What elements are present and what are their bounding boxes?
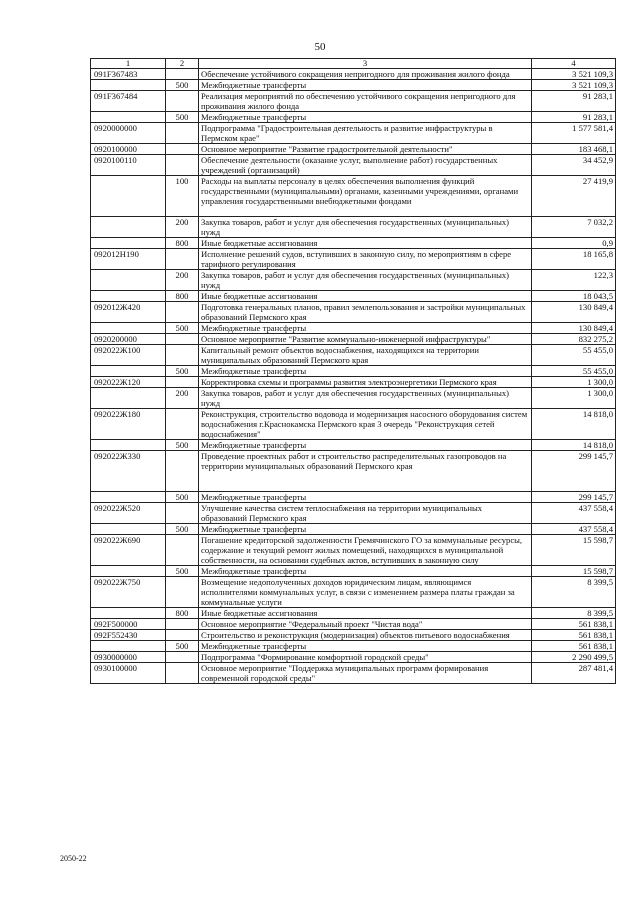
row-amount: 1 300,0 [532,377,616,388]
row-expense-type [166,249,199,270]
row-code: 0930100000 [91,663,166,684]
table-row [91,345,616,366]
row-name: Реконструкция, строительство водовода и модернизация насосного оборудования систем водоснабжения г.Краснокамска Пермского края 3 очередь "Реконструкция сетей водоснабжения" [199,409,532,440]
row-expense-type [166,535,199,566]
row-name: Обеспечение деятельности (оказание услуг, выполнение работ) государственных учреждений (организаций) [199,155,532,176]
table-row [91,249,616,270]
row-name: Расходы на выплаты персоналу в целях обеспечения выполнения функций государственными (муниципальными) органами, казенными учреждениями, органами управления государственными внебюджетными фондами [199,176,532,217]
row-code: 092022Ж330 [91,451,166,492]
row-name: Основное мероприятие "Развитие коммунально-инженерной инфраструктуры" [199,334,532,345]
row-name: Возмещение недополученных доходов юридическим лицам, являющимся исполнителями коммунальных услуг, в связи с изменением размера платы граждан за коммунальные услуги [199,577,532,608]
table-row [91,377,616,388]
row-code [91,440,166,451]
row-code [91,270,166,291]
row-code: 092022Ж100 [91,345,166,366]
row-code: 092012Н190 [91,249,166,270]
row-expense-type: 800 [166,608,199,619]
row-name: Закупка товаров, работ и услуг для обеспечения государственных (муниципальных) нужд [199,217,532,238]
row-amount: 7 032,2 [532,217,616,238]
table-row [91,492,616,503]
row-expense-type: 800 [166,238,199,249]
table-body [91,69,616,684]
row-name: Проведение проектных работ и строительство распределительных газопроводов на территории муниципальных образований Пермского края [199,451,532,492]
row-expense-type: 800 [166,291,199,302]
row-expense-type: 200 [166,270,199,291]
row-code: 091F367484 [91,91,166,112]
row-name: Межбюджетные трансферты [199,566,532,577]
table-row [91,323,616,334]
row-code: 092F552430 [91,630,166,641]
row-amount: 832 275,2 [532,334,616,345]
table-row [91,334,616,345]
row-amount: 130 849,4 [532,323,616,334]
table-row [91,217,616,238]
row-amount: 91 283,1 [532,91,616,112]
row-code: 092012Ж420 [91,302,166,323]
row-name: Межбюджетные трансферты [199,323,532,334]
row-expense-type: 200 [166,388,199,409]
row-expense-type [166,619,199,630]
row-amount: 299 145,7 [532,451,616,492]
row-name: Строительство и реконструкция (модернизация) объектов питьевого водоснабжения [199,630,532,641]
table-row [91,641,616,652]
row-name: Иные бюджетные ассигнования [199,608,532,619]
row-amount: 183 468,1 [532,144,616,155]
row-amount: 561 838,1 [532,630,616,641]
row-code: 092022Ж520 [91,503,166,524]
row-code [91,524,166,535]
row-amount: 437 558,4 [532,524,616,535]
row-amount: 1 300,0 [532,388,616,409]
table-row [91,123,616,144]
row-amount: 15 598,7 [532,566,616,577]
row-expense-type [166,155,199,176]
row-code [91,217,166,238]
table-row [91,270,616,291]
row-code: 092022Ж750 [91,577,166,608]
table-row [91,80,616,91]
row-code: 0920000000 [91,123,166,144]
row-amount: 55 455,0 [532,345,616,366]
row-code [91,176,166,217]
table-row [91,451,616,492]
row-expense-type: 500 [166,641,199,652]
row-name: Улучшение качества систем теплоснабжения на территории муниципальных образований Пермского края [199,503,532,524]
row-code [91,238,166,249]
row-name: Основное мероприятие "Развитие градостроительной деятельности" [199,144,532,155]
row-expense-type: 500 [166,112,199,123]
row-amount: 18 043,5 [532,291,616,302]
row-name: Погашение кредиторской задолженности Гремячинского ГО за коммунальные ресурсы, содержание и текущий ремонт жилых помещений, находящихся в муниципальной собственности, на основании судебных актов, вступивших в законную силу [199,535,532,566]
row-expense-type [166,69,199,80]
row-expense-type [166,652,199,663]
table-row [91,291,616,302]
row-amount: 287 481,4 [532,663,616,684]
row-expense-type [166,123,199,144]
row-code [91,323,166,334]
row-expense-type [166,345,199,366]
row-name: Межбюджетные трансферты [199,440,532,451]
row-expense-type [166,302,199,323]
row-code: 092022Ж120 [91,377,166,388]
row-amount: 14 818,0 [532,409,616,440]
row-name: Основное мероприятие "Поддержка муниципальных программ формирования современной городской среды" [199,663,532,684]
table-row [91,503,616,524]
table-row [91,366,616,377]
row-expense-type: 500 [166,80,199,91]
row-name: Обеспечение устойчивого сокращения непригодного для проживания жилого фонда [199,69,532,80]
row-code [91,80,166,91]
row-code: 092022Ж180 [91,409,166,440]
row-expense-type: 500 [166,492,199,503]
row-expense-type: 500 [166,524,199,535]
table-row [91,238,616,249]
table-row [91,608,616,619]
column-header: 2 [166,59,199,69]
row-name: Межбюджетные трансферты [199,524,532,535]
row-name: Межбюджетные трансферты [199,112,532,123]
footer-code: 2050-22 [60,854,87,863]
row-amount: 8 399,5 [532,608,616,619]
row-name: Подготовка генеральных планов, правил землепользования и застройки муниципальных образований Пермского края [199,302,532,323]
row-expense-type: 500 [166,440,199,451]
row-name: Исполнение решений судов, вступивших в законную силу, по мероприятиям в сфере тарифного регулирования [199,249,532,270]
row-amount: 34 452,9 [532,155,616,176]
row-expense-type [166,663,199,684]
row-amount: 14 818,0 [532,440,616,451]
row-name: Межбюджетные трансферты [199,366,532,377]
row-expense-type: 500 [166,366,199,377]
row-code [91,366,166,377]
table-row [91,566,616,577]
row-expense-type [166,91,199,112]
row-code: 0920100110 [91,155,166,176]
table-row [91,535,616,566]
row-expense-type: 500 [166,566,199,577]
table-row [91,144,616,155]
table-row [91,302,616,323]
row-code: 0920200000 [91,334,166,345]
row-name: Подпрограмма "Градостроительная деятельность и развитие инфраструктуры в Пермском крае" [199,123,532,144]
row-expense-type [166,451,199,492]
table-row [91,69,616,80]
row-amount: 561 838,1 [532,619,616,630]
page-number: 50 [314,41,326,53]
row-name: Межбюджетные трансферты [199,80,532,91]
row-expense-type [166,334,199,345]
row-code [91,492,166,503]
row-amount: 3 521 109,3 [532,69,616,80]
row-expense-type [166,377,199,388]
row-amount: 130 849,4 [532,302,616,323]
row-amount: 0,9 [532,238,616,249]
row-code [91,566,166,577]
table-row [91,440,616,451]
row-amount: 561 838,1 [532,641,616,652]
row-amount: 299 145,7 [532,492,616,503]
table-row [91,663,616,684]
row-expense-type [166,503,199,524]
row-code: 092022Ж690 [91,535,166,566]
row-name: Иные бюджетные ассигнования [199,238,532,249]
row-expense-type: 100 [166,176,199,217]
row-code [91,608,166,619]
row-name: Межбюджетные трансферты [199,641,532,652]
row-amount: 3 521 109,3 [532,80,616,91]
table-row [91,91,616,112]
table-row [91,619,616,630]
row-expense-type: 200 [166,217,199,238]
row-amount: 18 165,8 [532,249,616,270]
row-expense-type [166,577,199,608]
table-row [91,155,616,176]
row-amount: 8 399,5 [532,577,616,608]
table-row [91,630,616,641]
row-name: Подпрограмма "Формирование комфортной городской среды" [199,652,532,663]
row-code: 0920100000 [91,144,166,155]
row-amount: 15 598,7 [532,535,616,566]
table-row [91,176,616,217]
table-row [91,112,616,123]
budget-table [90,58,616,684]
row-code [91,291,166,302]
row-code [91,388,166,409]
column-header: 3 [199,59,532,69]
row-amount: 55 455,0 [532,366,616,377]
row-amount: 122,3 [532,270,616,291]
table-row [91,524,616,535]
column-header: 4 [532,59,616,69]
row-name: Капитальный ремонт объектов водоснабжения, находящихся на территории муниципальных образований Пермского края [199,345,532,366]
row-code [91,641,166,652]
row-amount: 2 290 499,5 [532,652,616,663]
row-code: 091F367483 [91,69,166,80]
row-name: Иные бюджетные ассигнования [199,291,532,302]
row-amount: 91 283,1 [532,112,616,123]
row-expense-type: 500 [166,323,199,334]
row-name: Межбюджетные трансферты [199,492,532,503]
row-name: Корректировка схемы и программы развития электроэнергетики Пермского края [199,377,532,388]
table-row [91,409,616,440]
row-name: Основное мероприятие "Федеральный проект "Чистая вода" [199,619,532,630]
column-header: 1 [91,59,166,69]
row-name: Закупка товаров, работ и услуг для обеспечения государственных (муниципальных) нужд [199,270,532,291]
row-code: 0930000000 [91,652,166,663]
row-amount: 1 577 581,4 [532,123,616,144]
row-expense-type [166,144,199,155]
table-row [91,388,616,409]
row-code [91,112,166,123]
table-header-row [91,59,616,69]
row-amount: 27 419,9 [532,176,616,217]
table-row [91,577,616,608]
row-name: Закупка товаров, работ и услуг для обеспечения государственных (муниципальных) нужд [199,388,532,409]
row-code: 092F500000 [91,619,166,630]
row-amount: 437 558,4 [532,503,616,524]
row-expense-type [166,630,199,641]
row-expense-type [166,409,199,440]
row-name: Реализация мероприятий по обеспечению устойчивого сокращения непригодного для проживания жилого фонда [199,91,532,112]
table-row [91,652,616,663]
